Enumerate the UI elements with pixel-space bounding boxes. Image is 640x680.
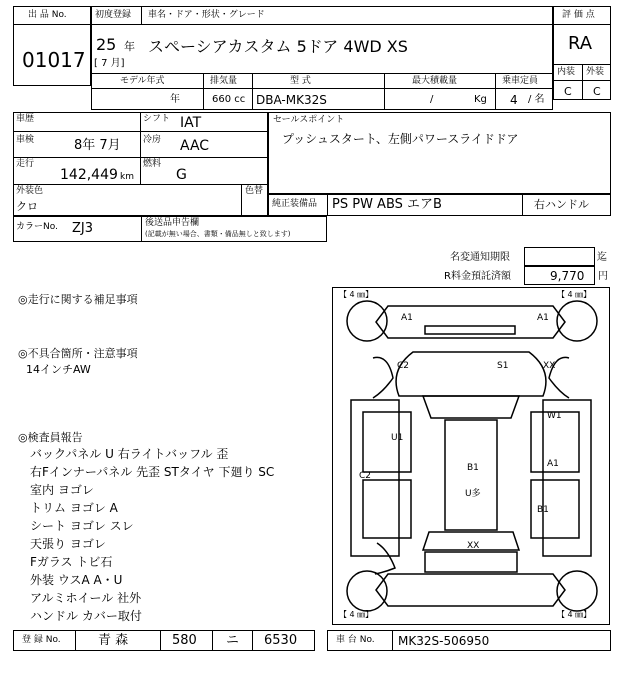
recycle-unit: 円 — [598, 271, 608, 282]
hood — [396, 352, 546, 396]
reg-label: 初度登録 — [95, 10, 132, 20]
exterior-score: C — [593, 85, 601, 98]
mark-b1-side: B1 — [537, 505, 549, 515]
car-name: スペーシアカスタム 5ドア 4WD XS — [148, 37, 408, 56]
inspector-line: 外装 ウスA A・U — [30, 573, 123, 587]
inspector-line: Fガラス トビ石 — [30, 555, 113, 569]
inspection-label: 車検 — [16, 135, 35, 145]
shift-value: IAT — [180, 115, 202, 131]
sales-point-label: セールスポイント — [273, 115, 345, 125]
car-diagram — [332, 287, 610, 625]
tire-depth-rear-left: 【 4 ㎜】 — [339, 610, 374, 619]
wheel-front-left — [347, 301, 387, 341]
exterior-label: 外装 — [586, 67, 605, 77]
inspector-line: アルミホイール 社外 — [30, 591, 142, 605]
mark-b1-roof: B1 — [467, 463, 479, 473]
plate-region: 青 森 — [98, 633, 129, 648]
equipment-label: 純正装備品 — [272, 199, 318, 209]
wheel-front-right — [557, 301, 597, 341]
model-year-label: モデル年式 — [120, 76, 165, 86]
deadline-unit: 迄 — [597, 252, 607, 263]
mark-a1-side: A1 — [547, 459, 559, 469]
windshield — [423, 396, 519, 418]
model-label: 型 式 — [290, 76, 311, 86]
wheel-rear-right — [557, 571, 597, 611]
reg-year: 25 — [96, 35, 117, 54]
inspector-line: シート ヨゴレ スレ — [30, 519, 134, 533]
tire-depth-rear-right: 【 4 ㎜】 — [557, 610, 592, 619]
model-code: DBA-MK32S — [256, 93, 327, 107]
grade-value: RA — [568, 33, 593, 54]
mileage-label: 走行 — [16, 159, 35, 169]
deadline-label: 名変通知期限 — [450, 252, 510, 263]
load-unit: Kg — [474, 94, 487, 105]
rear-hatch — [425, 552, 517, 572]
defect-item: 14インチAW — [26, 363, 91, 376]
car-label: 車名・ドア・形状・グレード — [148, 10, 265, 20]
ext-color-value: クロ — [16, 200, 38, 213]
inspector-line: 天張り ヨゴレ — [30, 537, 106, 551]
model-year-unit: 年 — [170, 94, 180, 105]
color-no-value: ZJ3 — [72, 221, 94, 236]
driving-notes-label: ◎走行に関する補足事項 — [18, 293, 138, 306]
mark-u-many: U多 — [465, 489, 481, 499]
mark-a1-front-left: A1 — [401, 313, 413, 323]
chassis-label: 車 台 No. — [336, 635, 375, 645]
fuel-label: 燃料 — [143, 159, 162, 169]
tire-depth-front-right: 【 4 ㎜】 — [557, 290, 592, 299]
fuel-value: G — [176, 167, 187, 183]
equipment-value: PS PW ABS エアB — [332, 197, 442, 212]
wheel-rear-left — [347, 571, 387, 611]
capacity-unit: / 名 — [528, 94, 545, 105]
lot-number: 01017 — [22, 48, 86, 72]
right-side — [543, 400, 591, 556]
history-label: 車歴 — [16, 114, 35, 124]
ac-value: AAC — [180, 138, 210, 154]
color-change-label: 色替 — [245, 186, 264, 196]
inspector-line: ハンドル カバー取付 — [30, 609, 142, 623]
docs-note: (記載が無い場合、書類・備品無しと致します) — [145, 230, 291, 238]
lot-label: 出 品 No. — [28, 10, 67, 20]
recycle-value: 9,770 — [550, 269, 585, 283]
reg-year-unit: 年 — [124, 40, 135, 53]
grade-label: 評 価 点 — [562, 10, 595, 20]
sales-point-value: プッシュスタート、左側パワースライドドア — [282, 132, 519, 146]
roof — [445, 420, 497, 530]
rear-bumper — [376, 574, 565, 606]
inspector-line: 室内 ヨゴレ — [30, 483, 94, 497]
interior-score: C — [564, 85, 572, 98]
inspector-line: トリム ヨゴレ A — [30, 501, 118, 515]
displacement-label: 排気量 — [210, 76, 238, 86]
mark-xx-bottom: XX — [467, 541, 480, 551]
defects-label: ◎不具合箇所・注意事項 — [18, 347, 138, 360]
mileage-unit: km — [120, 172, 134, 182]
car-outline-svg — [333, 288, 609, 624]
inspector-line: 右Fインナーパネル 先歪 STタイヤ 下廻り SC — [30, 465, 275, 479]
mark-c2-side: C2 — [359, 471, 372, 481]
plate-class: 580 — [172, 633, 197, 648]
mark-w1: W1 — [547, 411, 562, 421]
displacement: 660 cc — [212, 94, 246, 105]
recycle-label: R料金預託済額 — [444, 271, 511, 282]
plate-label: 登 録 No. — [22, 635, 61, 645]
reg-month: [ 7 月] — [94, 58, 125, 69]
interior-label: 内装 — [557, 67, 576, 77]
color-no-label: カラーNo. — [16, 222, 58, 232]
mileage-value: 142,449 — [60, 167, 118, 183]
mark-xx-top: XX — [543, 361, 556, 371]
capacity-label: 乗車定員 — [502, 76, 539, 86]
shift-label: シフト — [143, 114, 171, 124]
deadline-box — [524, 247, 595, 266]
mark-s1: S1 — [497, 361, 509, 371]
capacity-value: 4 — [510, 93, 518, 107]
inspector-line: バックパネル U 右ライトバッフル 歪 — [30, 447, 229, 461]
mark-a1-front-right: A1 — [537, 313, 549, 323]
mark-c2-top: C2 — [397, 361, 410, 371]
plate-number: 6530 — [264, 633, 298, 648]
plate-kana: ニ — [226, 633, 240, 648]
tire-depth-front-left: 【 4 ㎜】 — [339, 290, 374, 299]
mark-u1: U1 — [391, 433, 404, 443]
load-label: 最大積載量 — [412, 76, 458, 86]
ext-color-label: 外装色 — [16, 186, 44, 196]
inspector-label: ◎検査員報告 — [18, 431, 83, 444]
load-value: / — [430, 94, 434, 105]
grille — [425, 326, 515, 334]
chassis-number: MK32S-506950 — [398, 634, 490, 648]
docs-label: 後送品申告欄 — [145, 218, 200, 228]
steering-value: 右ハンドル — [534, 198, 589, 211]
inspection-value: 8年 7月 — [74, 138, 121, 153]
ac-label: 冷房 — [143, 135, 162, 145]
